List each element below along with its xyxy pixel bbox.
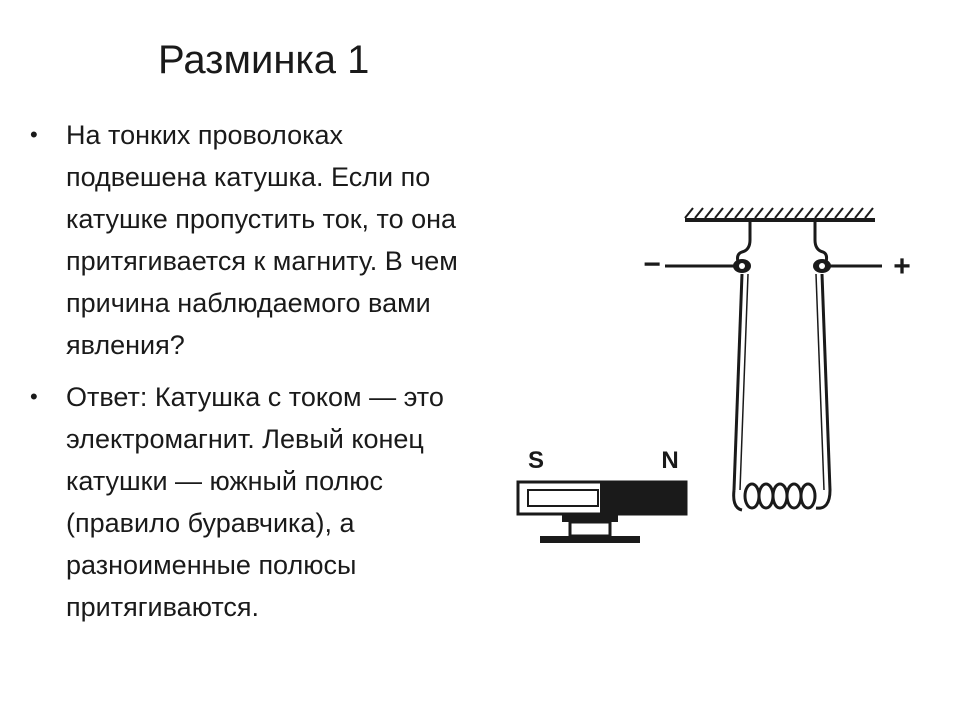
bar-magnet xyxy=(518,482,686,514)
coil-magnet-diagram xyxy=(510,190,930,570)
bullet-marker: • xyxy=(30,122,38,147)
answer-text: Ответ: Катушка с током — это электромагнит. Левый конец катушки — южный полюс (правило буравчика), а разноименные полюсы притягиваются. xyxy=(66,382,444,622)
left-hook xyxy=(738,222,751,262)
bullet-answer xyxy=(30,376,470,628)
ceiling-support xyxy=(685,208,875,220)
magnet-stand xyxy=(540,514,640,543)
right-hook xyxy=(815,222,827,262)
question-text: На тонких проволоках подвешена катушка. Если по катушке пропустить ток, то она притягивается к магниту. В чем причина наблюдаемого вами явления? xyxy=(66,120,458,360)
bullet-question xyxy=(30,114,470,366)
plus-sign: + xyxy=(893,250,911,283)
diagram-svg xyxy=(510,190,930,570)
bullet-list xyxy=(30,114,470,638)
slide-title: Разминка 1 xyxy=(158,38,370,82)
coil xyxy=(734,484,830,510)
magnet-north-label: N xyxy=(661,447,679,474)
magnet-south-label: S xyxy=(527,447,545,474)
bullet-marker: • xyxy=(30,384,38,409)
minus-sign: − xyxy=(643,248,661,281)
